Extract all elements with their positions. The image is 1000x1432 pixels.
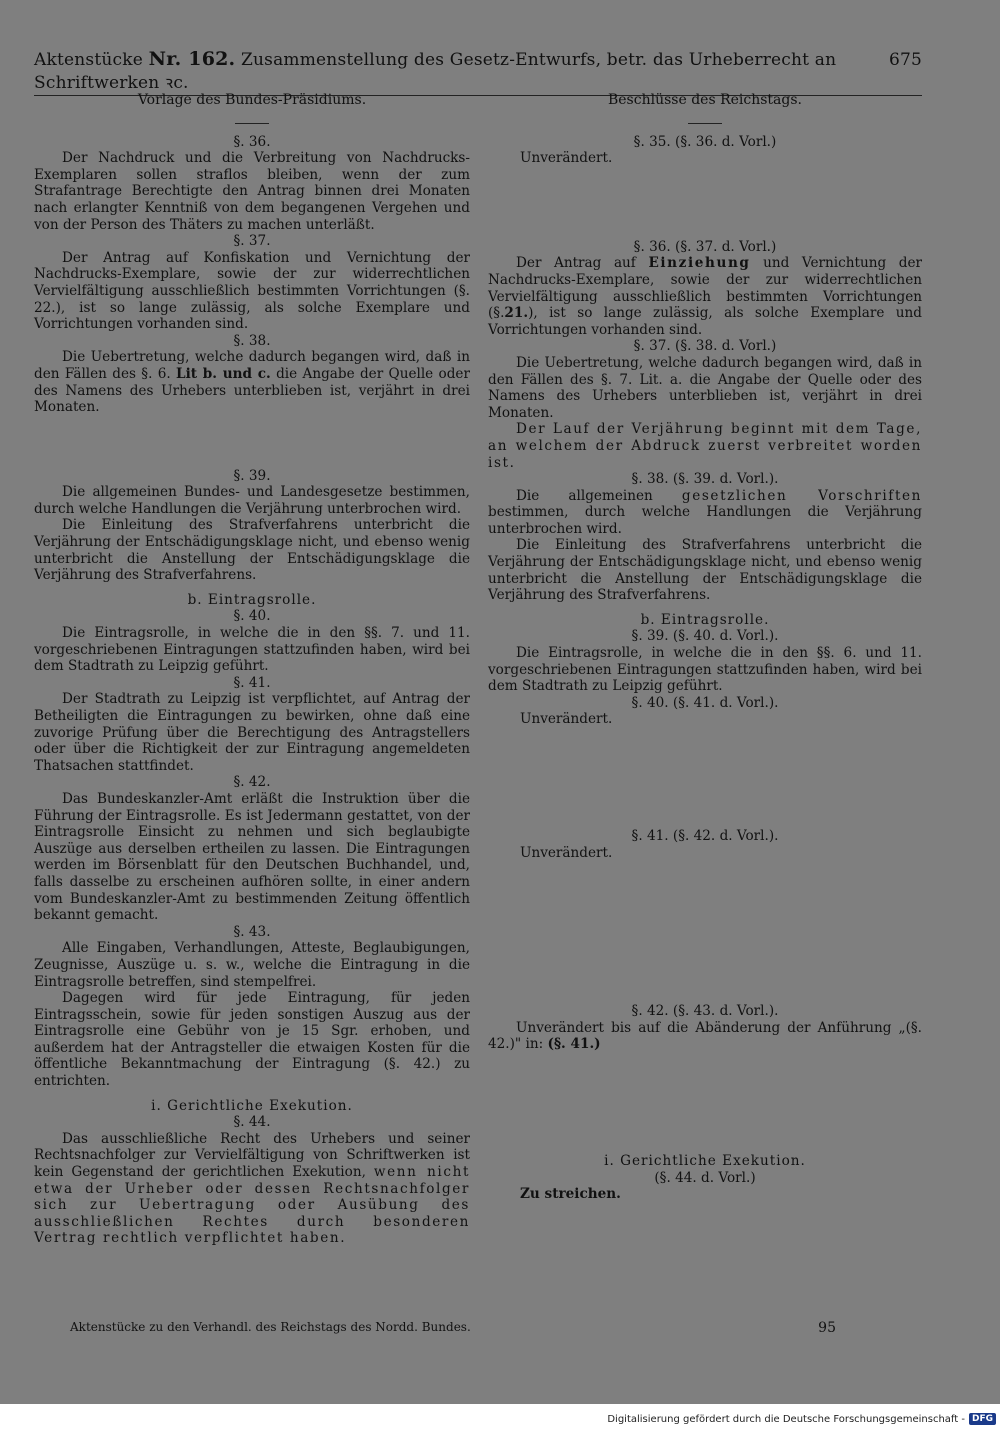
footer-page-number: 95 (818, 1320, 836, 1336)
section-heading: §. 36. (233, 133, 271, 150)
section-text: Die Eintragsrolle, in welche die in den §§. 7. und 11. vorgeschriebenen Eintragungen stattzufinden haben, wird bei dem Stadtrath zu Leipzig geführt. (34, 625, 470, 675)
subsection-heading: b. Eintragsrolle. (187, 591, 317, 608)
dfg-logo: DFG (969, 1413, 996, 1425)
section-text: Die Einleitung des Strafverfahrens unterbricht die Verjährung der Entschädigungsklage nicht, und ebenso wenig unterbricht die Anstellung der Entschädigungsklage die Verjährung des Strafverfahrens. (34, 517, 470, 584)
right-column (488, 92, 922, 1203)
text-run: und Vernichtung der Nachdrucks-Exemplare, sowie der zur widerrechtlichen Vervielfältigung ausschließlich bestimmten Vorrichtungen (§. (488, 255, 923, 322)
header-number: Nr. 162. (148, 48, 236, 70)
section-heading: §. 38. (233, 332, 271, 349)
title-rule (235, 123, 269, 124)
text-run: Die Uebertretung, welche dadurch begangen wird, daß in den Fällen des §. 6. (34, 349, 470, 382)
section-text (488, 255, 922, 338)
subsection-heading: b. Eintragsrolle. (640, 611, 770, 628)
section-text: Unverändert. (520, 711, 613, 728)
digitization-credit (607, 1413, 996, 1425)
text-run: die Angabe der Quelle oder des Namens des Urhebers unterblieben ist, verjährt in drei Monaten. (34, 365, 470, 416)
section-text (34, 349, 470, 415)
section-text: Zu streichen. (520, 1186, 621, 1203)
section-heading: §. 42. (233, 774, 271, 791)
text-run-spaced: gesetzlichen Vorschriften (681, 487, 923, 504)
header-prefix: Aktenstücke (34, 50, 144, 70)
section-heading: §. 36. (§. 37. d. Vorl.) (633, 238, 777, 255)
section-heading: §. 37. (§. 38. d. Vorl.) (633, 338, 777, 355)
section-text: Der Nachdruck und die Verbreitung von Nachdrucks-Exemplaren sollen straflos bleiben, wenn der zum Strafantrage Berechtigte den Antrag binnen drei Monaten nach erlangter Kenntniß von dem begangenen Vergehen und von der Person des Thäters zu machen unterläßt. (34, 150, 470, 233)
section-heading: §. 44. (233, 1114, 271, 1131)
section-text: Das Bundeskanzler-Amt erläßt die Instruktion über die Führung der Eintragsrolle. Es ist Jedermann gestattet, von der Eintragsrolle Einsicht zu nehmen und sich beglaubigte Auszüge aus derselben ertheilen zu lassen. Die Eintragungen werden im Börsenblatt für den Deutschen Buchhandel, und, falls dasselbe zu erscheinen aufhören sollte, in einer andern vom Bundeskanzler-Amt zu bestimmenden Zeitung öffentlich bekannt gemacht. (34, 790, 470, 924)
section-heading: §. 41. (233, 674, 271, 691)
text-run-spaced: wenn nicht etwa der Urheber oder dessen Rechtsnachfolger sich zur Uebertragung oder Ausübung des ausschließlichen Rechtes durch besonderen Vertrag rechtlich verpflichtet haben. (34, 1164, 471, 1247)
text-run-bold: (§. 41.) (547, 1036, 601, 1053)
section-heading: (§. 44. d. Vorl.) (654, 1169, 756, 1186)
section-text: Der Lauf der Verjährung beginnt mit dem Tage, an welchem der Abdruck zuerst verbreitet worden ist. (488, 421, 922, 471)
subsection-heading: i. Gerichtliche Exekution. (604, 1152, 806, 1169)
section-heading: §. 43. (233, 923, 271, 940)
section-text: Der Stadtrath zu Leipzig ist verpflichtet, auf Antrag der Betheiligten die Eintragungen zu bewirken, ohne daß eine zuvorige Prüfung über die Berechtigung des Antragstellers oder über die Richtigkeit der zur Eintragung angemeldeten Thatsachen stattfindet. (34, 691, 470, 774)
right-column-title: Beschlüsse des Reichstags. (607, 92, 802, 108)
page-footer (70, 1320, 930, 1336)
section-text (34, 1131, 470, 1247)
section-text: Alle Eingaben, Verhandlungen, Atteste, Beglaubigungen, Zeugnisse, Auszüge u. s. w., welche die Eintragung in die Eintragsrolle betreffen, sind stempelfrei. (34, 940, 470, 990)
header-text (34, 48, 889, 93)
section-heading: §. 39. (§. 40. d. Vorl.). (631, 628, 779, 645)
section-heading: §. 35. (§. 36. d. Vorl.) (633, 133, 777, 150)
footer-text: Aktenstücke zu den Verhandl. des Reichstags des Nordd. Bundes. (70, 1320, 471, 1334)
section-heading: §. 37. (233, 233, 271, 250)
subsection-heading: i. Gerichtliche Exekution. (151, 1097, 353, 1114)
header-title: Zusammenstellung des Gesetz-Entwurfs, betr. das Urheberrecht an Schriftwerken ꝛc. (34, 50, 837, 93)
left-column-title: Vorlage des Bundes-Präsidiums. (137, 92, 367, 108)
text-run-bold: 21. (504, 305, 529, 322)
text-run-bold: Einziehung (648, 255, 751, 272)
section-text: Der Antrag auf Konfiskation und Vernichtung der Nachdrucks-Exemplare, sowie der zur widerrechtlichen Vervielfältigung ausschließlich bestimmten Vorrichtungen (§. 22.), ist so lange zulässig, als solche Exemplare und Vorrichtungen vorhanden sind. (34, 249, 470, 333)
text-run: bestimmen, durch welche Handlungen die Verjährung unterbrochen wird. (488, 504, 922, 537)
section-text: Die allgemeinen Bundes- und Landesgesetze bestimmen, durch welche Handlungen die Verjährung unterbrochen wird. (34, 484, 470, 517)
credit-text: Digitalisierung gefördert durch die Deutsche Forschungsgemeinschaft - (607, 1413, 965, 1425)
title-rule (688, 123, 722, 124)
page-number: 675 (888, 50, 922, 70)
text-run: Der Antrag auf (516, 255, 636, 272)
text-run: Unverändert bis auf die Abänderung der Anführung „(§. 42.)" in: (488, 1019, 922, 1053)
section-heading: §. 42. (§. 43. d. Vorl.). (631, 1003, 779, 1020)
section-text (488, 1020, 922, 1053)
section-text: Die Eintragsrolle, in welche die in den §§. 6. und 11. vorgeschriebenen Eintragungen stattzufinden haben, wird bei dem Stadtrath zu Leipzig geführt. (488, 645, 922, 695)
section-text: Unverändert. (520, 844, 613, 861)
section-heading: §. 40. (§. 41. d. Vorl.). (631, 694, 779, 711)
page-header (34, 48, 922, 96)
section-heading: §. 41. (§. 42. d. Vorl.). (631, 828, 779, 844)
section-text (488, 488, 922, 538)
text-run: ), ist so lange zulässig, als solche Exemplare und Vorrichtungen vorhanden sind. (488, 305, 922, 338)
section-text: Dagegen wird für jede Eintragung, für jeden Eintragsschein, sowie für jeden sonstigen Auszug aus der Eintragsrolle eine Gebühr von je 15 Sgr. erhoben, und außerdem hat der Antragsteller die etwaigen Kosten für die öffentliche Bekanntmachung der Eintragung (§. 42.) zu entrichten. (34, 990, 470, 1090)
section-text: Unverändert. (520, 150, 613, 167)
left-column (34, 92, 470, 1247)
section-text: Die Uebertretung, welche dadurch begangen wird, daß in den Fällen des §. 7. Lit. a. die Angabe der Quelle oder des Namens des Urhebers unterblieben ist, verjährt in drei Monaten. (488, 354, 922, 421)
text-run-bold: Lit b. und c. (176, 365, 271, 382)
text-run: Das ausschließliche Recht des Urhebers und seiner Rechtsnachfolger zur Vervielfältigung von Schriftwerken ist kein Gegenstand der gerichtlichen Exekution, (34, 1130, 470, 1181)
section-heading: §. 40. (233, 608, 271, 625)
text-run: Die allgemeinen (516, 487, 653, 504)
section-text: Die Einleitung des Strafverfahrens unterbricht die Verjährung der Entschädigungsklage nicht, und ebenso wenig unterbricht die Anstellung der Entschädigungsklage die Verjährung des Strafverfahrens. (488, 537, 922, 604)
section-heading: §. 38. (§. 39. d. Vorl.). (631, 471, 779, 488)
section-heading: §. 39. (233, 467, 271, 484)
